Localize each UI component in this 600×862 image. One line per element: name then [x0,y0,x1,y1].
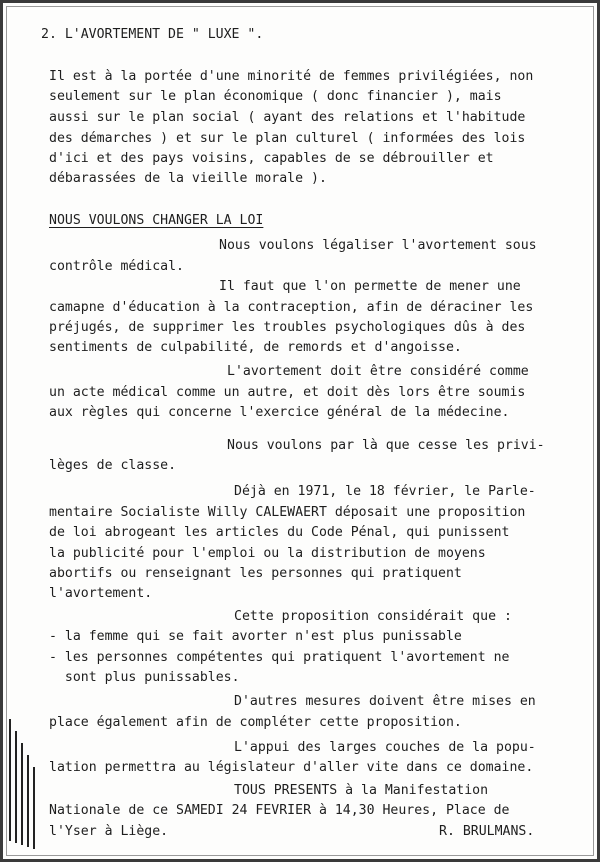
paragraph-line: L'appui des larges couches de la popu- [234,740,536,755]
list-item: - les personnes compétentes qui pratiquent l'avortement ne [49,650,510,665]
paragraph-line: lation permettra au législateur d'aller vite dans ce domaine. [49,760,534,775]
binder-mark [9,719,12,841]
list-item: sont plus punissables. [49,670,240,685]
section-title: 2. L'AVORTEMENT DE " LUXE ". [41,27,264,42]
paragraph-line: mentaire Socialiste Willy CALEWAERT déposait une proposition [49,505,526,520]
binder-mark [33,767,36,849]
luxe-paragraph-line: des démarches ) et sur le plan culturel ( informées des lois [49,131,526,146]
luxe-paragraph-line: Il est à la portée d'une minorité de femmes privilégiées, non [49,69,534,84]
signature: R. BRULMANS. [439,824,535,839]
paragraph-line: la publicité pour l'emploi ou la distribution de moyens [49,546,486,561]
paragraph-line: contrôle médical. [49,259,184,274]
paragraph-line: Déjà en 1971, le 18 février, le Parle- [234,484,536,499]
paragraph-line: un acte médical comme un autre, et doit dès lors être soumis [49,385,526,400]
luxe-paragraph-line: seulement sur le plan économique ( donc financier ), mais [49,89,502,104]
paragraph-line: Nous voulons légaliser l'avortement sous [219,238,537,253]
luxe-paragraph-line: d'ici et des pays voisins, capables de se débrouiller et [49,151,494,166]
luxe-paragraph-line: aussi sur le plan social ( ayant des relations et l'habitude [49,110,526,125]
paragraph-line: Nationale de ce SAMEDI 24 FEVRIER à 14,30 Heures, Place de [49,803,510,818]
paragraph-line: lèges de classe. [49,458,177,473]
binder-mark [21,743,24,845]
paragraph-line: L'avortement doit être considéré comme [227,364,529,379]
paragraph-line: TOUS PRESENTS à la Manifestation [234,783,489,798]
luxe-paragraph-line: débarassées de la vieille morale ). [49,171,327,186]
paragraph-line: Cette proposition considérait que : [234,609,512,624]
binder-mark [27,755,30,847]
paragraph-line: l'avortement. [49,586,153,601]
paragraph-line: aux règles qui concerne l'exercice général de la médecine. [49,405,510,420]
paragraph-line: sentiments de culpabilité, de remords et d'angoisse. [49,340,462,355]
binder-mark [15,731,18,843]
paragraph-line: Nous voulons par là que cesse les privi- [227,438,545,453]
paragraph-line: Il faut que l'on permette de mener une [219,279,521,294]
paragraph-line: de loi abrogeant les articles du Code Pénal, qui punissent [49,525,510,540]
paragraph-line: abortifs ou renseignant les personnes qui pratiquent [49,566,462,581]
paragraph-line: préjugés, de supprimer les troubles psychologiques dûs à des [49,320,526,335]
paragraph-line: D'autres mesures doivent être mises en [234,694,536,709]
paragraph-line: l'Yser à Liège. [49,824,169,839]
paragraph-line: camapne d'éducation à la contraception, afin de déraciner les [49,300,534,315]
list-item: - la femme qui se fait avorter n'est plus punissable [49,629,462,644]
loi-heading: NOUS VOULONS CHANGER LA LOI [49,213,264,228]
paragraph-line: place également afin de compléter cette proposition. [49,715,462,730]
